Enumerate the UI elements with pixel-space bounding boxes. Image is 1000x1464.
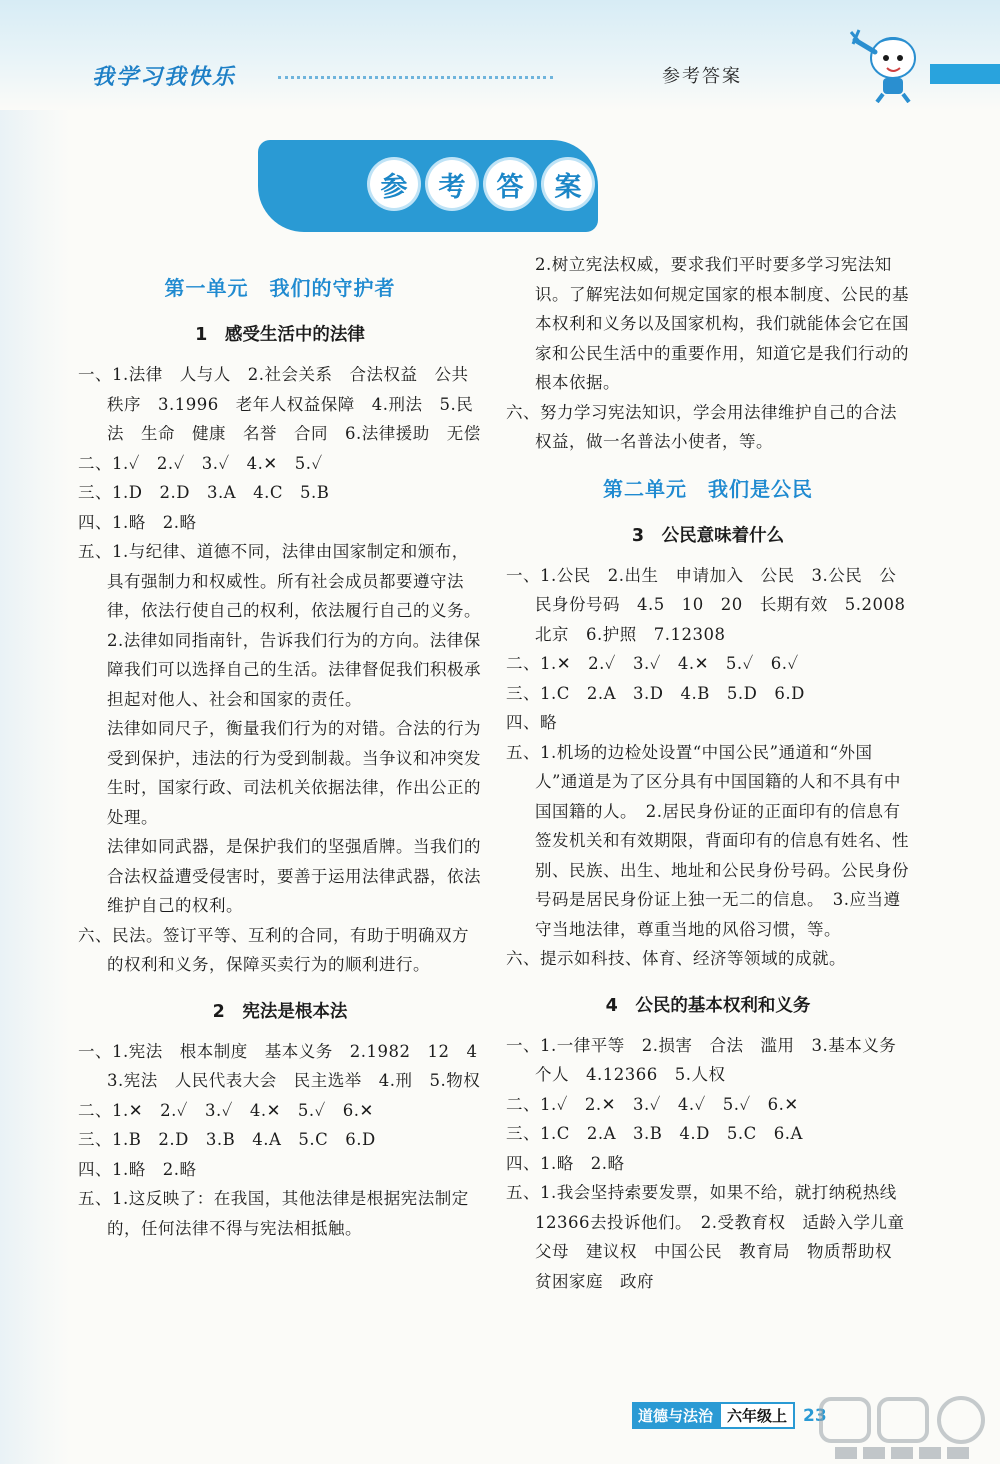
footer-grade: 六年级上 [719,1402,795,1429]
answer-text: 民法。签订平等、互利的合同，有助于明确双方的权利和义务，保障买卖行为的顺利进行。 [107,925,469,974]
section-number: 二、 [506,654,540,673]
lesson-heading: 3 公民意味着什么 [631,525,785,546]
answer-text: 1.宪法 根本制度 基本义务 2.1982 12 4 3.宪法 人民代表大会 民主选举 4.刑 5.物权 [107,1041,495,1090]
answer-paragraph [506,738,910,945]
answer-text: 1.C 2.A 3.B 4.D 5.C 6.A [540,1124,803,1143]
answer-paragraph [78,1125,482,1155]
section-number: 一、 [506,565,540,585]
section-number: 六、 [78,925,112,945]
answer-text: 1.略 2.略 [540,1153,625,1173]
header-slogan: 我学习我快乐 [92,65,237,90]
section-number: 六、 [506,402,540,422]
section-number: 四、 [506,713,540,732]
section-number: 二、 [78,453,112,473]
answer-text: 1.公民 2.出生 申请加入 公民 3.公民 公民身份号码 4.5 10 20 长期有效 5.2008 北京 6.护照 7.12308 [535,565,923,644]
answer-paragraph [506,944,910,974]
section-number: 五、 [78,542,112,561]
answer-text: 1.✕ 2.✓ 3.✓ 4.✕ 5.✓ 6.✓ [540,654,799,673]
answer-paragraph [78,921,482,980]
section-number: 三、 [506,683,540,703]
answer-text: 1.略 2.略 [112,512,197,532]
answer-text: 1.与纪律、道德不同，法律由国家制定和颁布，具有强制力和权威性。所有社会成员都要遵守法律，依法行使自己的权利，依法履行自己的义务。 2.法律如同指南针，告诉我们行为的方向。法律保障我们可以选择自己的生活。法律督促我们积极承担起对他人、社会和国家的责任。 [107,542,490,709]
header-dotted-line [278,76,553,79]
answer-paragraph [506,708,910,738]
answer-text: 提示如科技、体育、经济等领域的成就。 [540,949,846,968]
answer-paragraph [78,714,482,832]
section-number: 四、 [506,1153,540,1173]
section-number: 六、 [506,949,540,968]
banner-char: 案 [544,160,592,208]
answer-paragraph [506,679,910,709]
section-number: 三、 [506,1124,540,1143]
answer-text: 1.C 2.A 3.D 4.B 5.D 6.D [540,683,805,703]
unit-heading: 第一单元 我们的守护者 [164,276,396,300]
section-number: 五、 [506,1183,540,1202]
answer-text: 1.D 2.D 3.A 4.C 5.B [112,483,330,502]
footer-subject: 道德与法治 [632,1402,719,1429]
section-number: 一、 [78,1041,112,1061]
header-tab-bar [930,64,1000,84]
answer-text: 1.✓ 2.✓ 3.✓ 4.✕ 5.✓ [112,453,323,473]
answer-paragraph [506,250,910,398]
watermark-logo [815,1395,995,1463]
answer-paragraph [78,360,482,449]
answer-text: 1.一律平等 2.损害 合法 滥用 3.基本义务 个人 4.12366 5.人权 [535,1035,914,1084]
answer-text: 1.法律 人与人 2.社会关系 合法权益 公共秩序 3.1996 老年人权益保障 4.刑法 5.民法 生命 健康 名誉 合同 6.法律援助 无偿 [107,365,481,443]
section-number: 五、 [506,742,540,762]
section-number: 二、 [506,1094,540,1114]
answer-paragraph [506,398,910,457]
section-number: 二、 [78,1100,112,1120]
section-number: 四、 [78,1159,112,1179]
section-number: 四、 [78,512,112,532]
unit-heading: 第二单元 我们是公民 [603,476,813,501]
lesson-heading: 1 感受生活中的法律 [195,325,365,345]
section-number: 一、 [506,1035,540,1055]
page-number: 23 [803,1405,827,1426]
right-column [506,250,923,1296]
answer-text: 1.我会坚持索要发票，如果不给，就打纳税热线12366去投诉他们。 2.受教育权 适龄入学儿童 父母 建议权 中国公民 教育局 物质帮助权 贫困家庭 政府 [535,1183,922,1291]
answer-paragraph [506,1090,910,1120]
answer-text: 法律如同武器，是保护我们的坚强盾牌。当我们的合法权益遭受侵害时，要善于运用法律武器，依法维护自己的权利。 [107,837,481,915]
answer-paragraph [78,478,482,508]
section-number: 三、 [78,1130,112,1149]
answer-text: 法律如同尺子，衡量我们行为的对错。合法的行为受到保护，违法的行为受到制裁。当争议和冲突发生时，国家行政、司法机关依据法律，作出公正的处理。 [107,719,481,827]
header-title: 参考答案 [662,66,742,87]
section-number: 三、 [78,483,112,502]
answer-paragraph [506,561,923,650]
answer-text: 1.机场的边检处设置“中国公民”通道和“外国人”通道是为了区分具有中国国籍的人和不具有中国国籍的人。 2.居民身份证的正面印有的信息有签发机关和有效期限，背面印有的信息有姓名、性别、民族、出生、地址和公民身份号码。公民身份号码是居民身份证上独一无二的信息。 3.应当遵守当地法律，尊重当地的风俗习惯，等。 [535,742,909,939]
answer-text: 努力学习宪法知识，学会用法律维护自己的合法权益，做一名普法小使者，等。 [535,402,897,451]
answer-paragraph [506,1149,910,1179]
answer-paragraph [78,508,482,538]
answer-paragraph [506,1178,922,1296]
answer-text: 1.这反映了：在我国，其他法律是根据宪法制定的，任何法律不得与宪法相抵触。 [107,1189,469,1238]
answer-text: 1.✓ 2.✕ 3.✓ 4.✓ 5.✓ 6.✕ [540,1094,799,1114]
lesson-heading: 4 公民的基本权利和义务 [605,995,811,1016]
banner-char: 考 [428,160,476,208]
lesson-heading: 2 宪法是根本法 [212,1001,348,1022]
banner-char: 参 [370,160,418,208]
footer [632,1402,827,1429]
answer-paragraph [78,1155,482,1185]
answer-paragraph [78,449,482,479]
answer-text: 略 [540,713,557,732]
section-number: 一、 [78,365,112,384]
answer-text: 1.✕ 2.✓ 3.✓ 4.✕ 5.✓ 6.✕ [112,1100,374,1120]
title-banner-text [370,160,592,208]
answer-text: 1.略 2.略 [112,1159,197,1179]
answer-paragraph [506,1119,910,1149]
left-column [78,250,495,1243]
banner-char: 答 [486,160,534,208]
answer-paragraph [506,649,910,679]
mascot-icon [845,18,935,103]
answer-paragraph [78,537,490,714]
answer-paragraph [78,1184,482,1243]
section-number: 五、 [78,1189,112,1208]
answer-paragraph [506,1031,914,1090]
answer-paragraph [78,1037,495,1096]
answer-paragraph [78,832,482,921]
answer-text: 2.树立宪法权威，要求我们平时要多学习宪法知识。了解宪法如何规定国家的根本制度、公民的基本权利和义务以及国家机构，我们就能体会它在国家和公民生活中的重要作用，知道它是我们行动的根本依据。 [535,255,909,392]
answer-text: 1.B 2.D 3.B 4.A 5.C 6.D [112,1130,376,1149]
answer-paragraph [78,1096,482,1126]
binding-margin [0,0,70,1464]
